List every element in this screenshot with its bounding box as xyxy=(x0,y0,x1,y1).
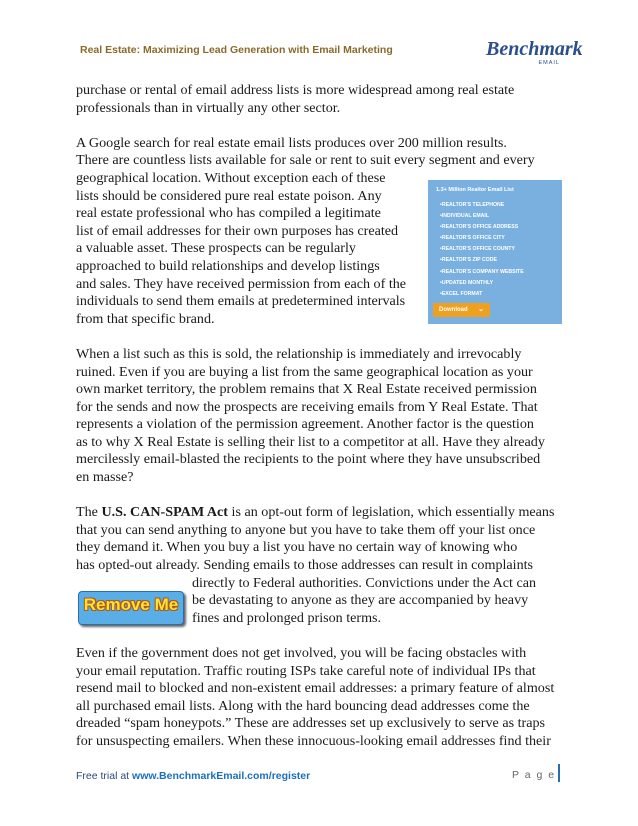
text-line: for the sends and now the prospects are receiving emails from Y Real Estate. That xyxy=(76,398,538,415)
text-line: list of email addresses for their own purposes has created xyxy=(76,222,399,239)
logo-subtext: EMAIL xyxy=(538,60,560,66)
text-line: geographical location. Without exception each of these xyxy=(76,169,386,186)
logo-text: Benchmark xyxy=(486,38,583,60)
page-label: P a g e xyxy=(512,769,556,781)
text-line: When a list such as this is sold, the relationship is immediately and irrevocably xyxy=(76,345,522,362)
text-line: professionals than in virtually any other sector. xyxy=(76,99,341,116)
paragraph-1 xyxy=(76,82,566,117)
ad-feature-item: • REALTOR'S OFFICE ADDRESS xyxy=(440,222,524,233)
text-line: approached to build relationships and develop listings xyxy=(76,257,380,274)
text-run: The xyxy=(76,504,102,521)
text-line: be devastating to anyone as they are accompanied by heavy xyxy=(192,592,529,609)
text-line: real estate professional who has compiled a legitimate xyxy=(76,205,381,222)
text-run: is an opt-out form of legislation, which essentially means xyxy=(228,504,555,521)
text-line: from that specific brand. xyxy=(76,310,215,327)
text-line: A Google search for real estate email lists produces over 200 million results. xyxy=(76,134,507,151)
ad-feature-item: • REALTOR'S ZIP CODE xyxy=(440,255,524,266)
ad-title: 1.3+ Million Realtor Email List xyxy=(436,187,514,193)
page-divider xyxy=(558,764,560,782)
ad-feature-list xyxy=(440,200,524,300)
ad-feature-item: • REALTOR'S OFFICE CITY xyxy=(440,233,524,244)
text-line: for unsuspecting emailers. When these innocuous-looking email addresses find their xyxy=(76,732,551,749)
text-line: own market territory, the problem remains that X Real Estate received permission xyxy=(76,381,537,398)
download-button[interactable] xyxy=(433,303,490,317)
text-line: your email reputation. Traffic routing ISPs take careful note of individual IPs that xyxy=(76,662,536,679)
chevron-down-icon: ⌄ xyxy=(478,306,484,313)
ad-feature-item: • UPDATED MONTHLY xyxy=(440,278,524,289)
text-line: a valuable asset. These prospects can be regularly xyxy=(76,240,356,257)
remove-me-text: Remove Me xyxy=(83,595,179,614)
text-line: dreaded “spam honeypots.” These are addresses set up exclusively to serve as traps xyxy=(76,715,545,732)
paragraph-5 xyxy=(76,645,566,751)
text-line: that you can send anything to anyone but you have to take them off your list once xyxy=(76,521,536,538)
text-line: resend mail to blocked and non-existent email addresses: a primary feature of almost xyxy=(76,680,555,697)
text-line: Even if the government does not get involved, you will be facing obstacles with xyxy=(76,645,527,661)
text-line: directly to Federal authorities. Convictions under the Act can xyxy=(192,574,537,591)
text-line xyxy=(76,504,566,522)
register-link[interactable]: www.BenchmarkEmail.com/register xyxy=(132,770,311,782)
text-line: represents a violation of the permission agreement. Another factor is the question xyxy=(76,416,534,433)
text-line: individuals to send them emails at predetermined intervals xyxy=(76,293,406,310)
ad-feature-item: • EXCEL FORMAT xyxy=(440,289,524,300)
ad-feature-item: • REALTOR'S OFFICE COUNTY xyxy=(440,244,524,255)
footer-prefix: Free trial at xyxy=(76,770,133,782)
footer xyxy=(76,770,310,782)
text-line: There are countless lists available for sale or rent to suit every segment and every xyxy=(76,152,535,169)
ad-feature-item: • REALTOR'S COMPANY WEBSITE xyxy=(440,267,524,278)
text-line: all purchased email lists. Along with the hard bouncing dead addresses come the xyxy=(76,697,530,714)
ad-feature-item: • REALTOR'S TELEPHONE xyxy=(440,200,524,211)
realtor-email-list-ad xyxy=(428,180,562,324)
text-line: purchase or rental of email address lists is more widespread among real estate xyxy=(76,82,515,98)
download-label: Download xyxy=(439,307,468,313)
text-line: and sales. They have received permission from each of the xyxy=(76,275,407,292)
text-line: has opted-out already. Sending emails to those addresses can result in complaints xyxy=(76,557,534,574)
can-spam-act-bold: U.S. CAN-SPAM Act xyxy=(101,504,229,521)
text-line: fines and prolonged prison terms. xyxy=(192,609,382,626)
text-line: as to why X Real Estate is selling their list to a competitor at all. Have they already xyxy=(76,433,545,450)
text-line: en masse? xyxy=(76,469,134,486)
remove-me-graphic xyxy=(78,591,184,625)
text-line: ruined. Even if you are buying a list from the same geographical location as your xyxy=(76,363,533,380)
header-title: Real Estate: Maximizing Lead Generation with Email Marketing xyxy=(80,44,393,56)
ad-feature-item: • INDIVIDUAL EMAIL xyxy=(440,211,524,222)
benchmark-logo xyxy=(486,38,583,68)
text-line: lists should be considered pure real estate poison. Any xyxy=(76,187,382,204)
text-line: they demand it. When you buy a list you have no certain way of knowing who xyxy=(76,539,518,556)
paragraph-3 xyxy=(76,346,566,487)
text-line: mercilessly email-blasted the recipients to the point where they have unsubscribed xyxy=(76,451,541,468)
